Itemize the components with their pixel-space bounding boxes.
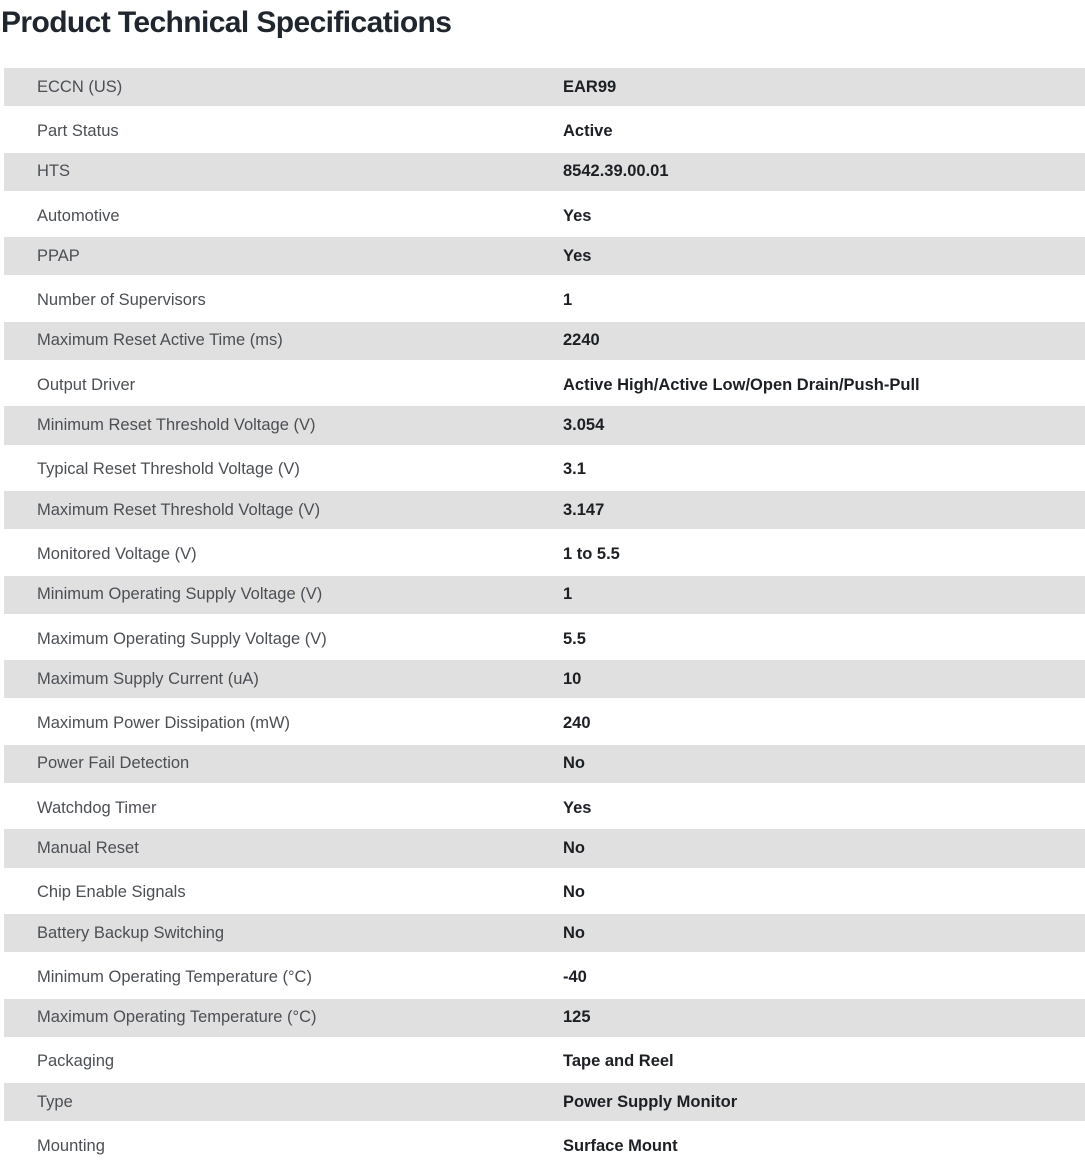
spec-label: Minimum Operating Supply Voltage (V) [37,585,323,604]
table-row [4,576,1085,618]
spec-value: 10 [563,669,582,688]
spec-label: HTS [37,162,70,181]
table-row [4,491,1085,533]
spec-label: Maximum Supply Current (uA) [37,669,259,688]
spec-label: Typical Reset Threshold Voltage (V) [37,460,300,479]
table-row [4,322,1085,364]
table-row [4,237,1085,279]
spec-value: Power Supply Monitor [563,1092,738,1111]
page-title: Product Technical Specifications [1,6,452,39]
table-row [4,533,1085,575]
spec-label: Maximum Reset Threshold Voltage (V) [37,500,321,519]
table-row [4,195,1085,237]
spec-value: Active [563,121,613,140]
table-row [4,153,1085,195]
spec-label: Maximum Power Dissipation (mW) [37,714,291,733]
spec-label: Monitored Voltage (V) [37,544,197,563]
spec-value: 1 [563,291,573,310]
spec-value: 1 to 5.5 [563,544,620,563]
spec-value: 5.5 [563,629,586,648]
spec-label: Type [37,1092,73,1111]
spec-label: Output Driver [37,375,136,394]
spec-value: EAR99 [563,77,617,96]
spec-label: Part Status [37,121,119,140]
spec-value: Yes [563,206,592,225]
spec-value: 125 [563,1008,591,1027]
table-row [4,660,1085,702]
spec-value: No [563,754,585,773]
spec-label: Automotive [37,206,120,225]
spec-value: No [563,838,585,857]
spec-value: Tape and Reel [563,1052,674,1071]
spec-value: 2240 [563,331,600,350]
spec-label: PPAP [37,246,80,265]
spec-value: Yes [563,246,592,265]
spec-label: Minimum Reset Threshold Voltage (V) [37,416,316,435]
spec-label: Watchdog Timer [37,798,157,817]
spec-value: -40 [563,967,587,986]
spec-value: Yes [563,798,592,817]
table-row [4,999,1085,1041]
table-row [4,618,1085,660]
table-row [4,1041,1085,1083]
spec-table [4,68,1085,1168]
spec-label: Power Fail Detection [37,754,190,773]
spec-value: No [563,923,585,942]
spec-value: 3.147 [563,500,605,519]
spec-value: 240 [563,714,591,733]
spec-label: Number of Supervisors [37,291,206,310]
spec-label: Maximum Operating Supply Voltage (V) [37,629,327,648]
table-row [4,406,1085,448]
table-row [4,110,1085,152]
spec-label: Maximum Reset Active Time (ms) [37,331,283,350]
table-row [4,787,1085,829]
table-row [4,702,1085,744]
table-row [4,1125,1085,1167]
table-row [4,914,1085,956]
table-row [4,1083,1085,1125]
spec-value: Active High/Active Low/Open Drain/Push-Pull [563,375,920,394]
table-row [4,829,1085,871]
spec-label: Mounting [37,1137,105,1156]
spec-value: No [563,883,585,902]
table-row [4,279,1085,321]
table-row [4,956,1085,998]
spec-value: 3.1 [563,460,586,479]
table-row [4,449,1085,491]
spec-label: Battery Backup Switching [37,923,225,942]
table-row [4,364,1085,406]
spec-value: 3.054 [563,416,605,435]
spec-label: Packaging [37,1052,115,1071]
spec-value: Surface Mount [563,1137,678,1156]
spec-label: Minimum Operating Temperature (°C) [37,967,312,986]
spec-label: Chip Enable Signals [37,883,186,902]
table-row [4,68,1085,110]
spec-value: 1 [563,585,573,604]
spec-value: 8542.39.00.01 [563,162,669,181]
spec-label: Manual Reset [37,838,139,857]
spec-label: Maximum Operating Temperature (°C) [37,1008,317,1027]
table-row [4,872,1085,914]
spec-label: ECCN (US) [37,77,123,96]
table-row [4,745,1085,787]
